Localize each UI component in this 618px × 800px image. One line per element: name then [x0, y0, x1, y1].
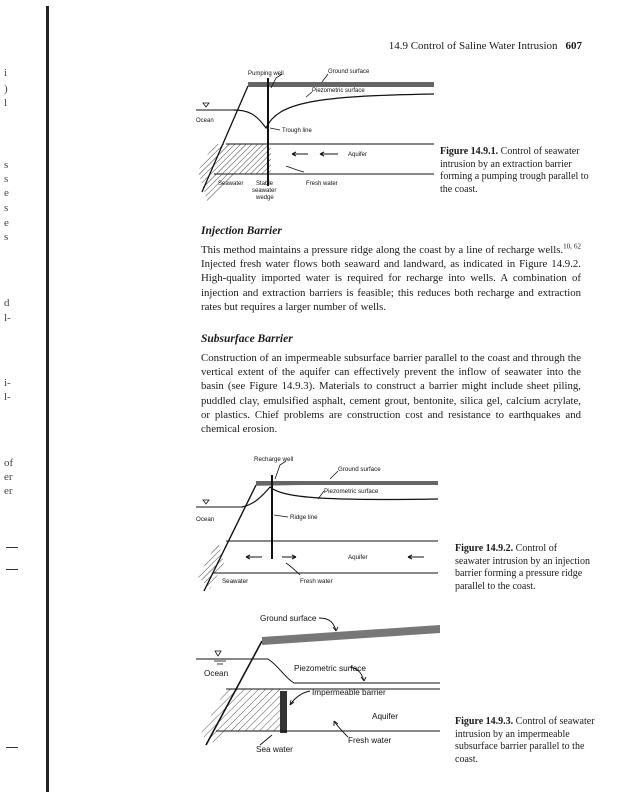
label-ocean: Ocean	[196, 118, 214, 124]
flow-arrow-inland	[408, 555, 424, 559]
margin-fragment: )	[4, 83, 8, 95]
margin-fragment: l	[4, 97, 8, 109]
margin-fragment: e	[4, 217, 9, 229]
margin-fragment: l-	[4, 312, 11, 324]
label-impermeable-barrier: Impermeable barrier	[312, 688, 386, 697]
figure-caption-14-9-1	[440, 146, 590, 196]
impermeable-barrier-wall	[280, 691, 287, 733]
label-fresh-water: Fresh water	[348, 736, 392, 745]
reference-superscript: 10, 62	[563, 242, 581, 251]
margin-fragment: s	[4, 159, 9, 171]
figure-14-9-1	[196, 64, 436, 214]
ground-surface-band	[262, 625, 440, 645]
label-ground-surface: Ground surface	[338, 466, 381, 473]
paragraph-subsurface-barrier: Construction of an impermeable subsurface barrier parallel to the coast and through the vertical extent of the aquifer can effectively prevent the inflow of seawater into the basin (see Figure 14.9.3). Materials to construct a barrier might include sheet piling, puddled clay, emulsified asphalt, cement grout, bentonite, silica gel, calcium acrylate, or plastics. Chief problems are construction cost and resistance to earthquakes and chemical erosion.	[201, 352, 581, 436]
flow-arrow-landward	[282, 555, 296, 559]
shoreline-slope	[204, 485, 256, 591]
figure-14-9-2	[196, 455, 440, 595]
seawater-wedge-hatch	[198, 541, 224, 589]
paragraph-text: This method maintains a pressure ridge along the coast by a line of recharge wells.	[201, 244, 564, 256]
label-fresh-water: Fresh water	[306, 181, 338, 187]
ground-surface-band	[256, 481, 438, 485]
header-section-title: 14.9 Control of Saline Water Intrusion	[388, 40, 558, 52]
label-seawater: Seawater	[218, 181, 244, 187]
caption-number: Figure 14.9.1.	[440, 146, 499, 157]
label-stable-wedge: seawater	[252, 188, 277, 194]
section-title-injection-barrier: Injection Barrier	[201, 225, 282, 237]
water-level-marker-icon	[203, 500, 209, 504]
label-aquifer: Aquifer	[348, 554, 368, 561]
label-aquifer: Aquifer	[348, 152, 368, 158]
margin-fragment: d	[4, 297, 10, 309]
sea-water-leader	[260, 735, 272, 745]
ground-surface-leader	[330, 471, 338, 479]
label-trough-line: Trough line	[282, 128, 312, 134]
margin-fragment: i-	[4, 377, 11, 389]
caption-number: Figure 14.9.3.	[455, 716, 514, 727]
ridge-line-leader	[274, 515, 288, 517]
label-piezometric-surface: Piezometric surface	[324, 488, 379, 495]
caption-text: Control of seawater intrusion by an injection barrier forming a pressure ridge parallel to the coast.	[455, 543, 590, 592]
label-ocean: Ocean	[204, 669, 229, 678]
ground-surface-leader	[319, 618, 336, 631]
label-recharge-well: Recharge well	[254, 456, 294, 463]
figure-caption-14-9-3	[455, 716, 595, 766]
margin-fragment: s	[4, 173, 9, 185]
section-title-subsurface-barrier: Subsurface Barrier	[201, 333, 293, 345]
margin-fragment: er	[4, 485, 13, 497]
recharge-well-leader	[275, 461, 286, 479]
trough-line-leader	[270, 128, 280, 130]
margin-dash	[6, 747, 18, 748]
margin-fragment: s	[4, 231, 9, 243]
label-ridge-line: Ridge line	[290, 514, 318, 521]
label-stable-wedge: Stable	[256, 181, 274, 187]
margin-fragment: s	[4, 202, 9, 214]
flow-arrow-seaward	[246, 555, 262, 559]
label-pumping-well: Pumping well	[248, 71, 284, 77]
margin-dash	[6, 547, 18, 548]
margin-fragment: e	[4, 187, 9, 199]
water-level-marker-icon	[203, 103, 209, 107]
seawater-wedge-hatch-left	[198, 144, 216, 204]
margin-fragment: er	[4, 471, 13, 483]
label-piezometric-surface: Piezometric surface	[294, 664, 366, 673]
label-aquifer: Aquifer	[372, 712, 398, 721]
caption-number: Figure 14.9.2.	[455, 543, 514, 554]
running-header	[389, 40, 582, 52]
caption-text: Control of seawater intrusion by an extraction barrier forming a pumping trough parallel to the coast.	[440, 146, 589, 195]
margin-fragment: i	[4, 67, 8, 79]
figure-14-9-3	[196, 603, 442, 753]
figure-caption-14-9-2	[455, 543, 590, 593]
label-piezometric-surface: Piezometric surface	[312, 88, 365, 94]
label-stable-wedge: wedge	[256, 195, 274, 201]
paragraph-text: Injected fresh water flows both seaward and landward, as indicated in Figure 14.9.2. High-quality imported water is required for recharge into wells. A combination of injection and extraction barriers is feasible; this reduces both recharge and extraction rates but requires a larger number of wells.	[201, 258, 581, 313]
caption-text: Control of seawater intrusion by an impermeable subsurface barrier parallel to the coast.	[455, 716, 595, 765]
label-ocean: Ocean	[196, 516, 215, 523]
water-level-marker-icon	[215, 651, 221, 656]
fresh-water-leader	[334, 721, 348, 737]
label-seawater: Seawater	[222, 578, 249, 585]
ground-surface-band	[248, 82, 434, 87]
label-fresh-water: Fresh water	[300, 578, 333, 585]
ground-surface-leader	[322, 74, 328, 82]
label-sea-water: Sea water	[256, 745, 293, 754]
binding-gutter-line	[46, 6, 49, 792]
paragraph-injection-barrier	[201, 243, 581, 314]
margin-fragment: of	[4, 457, 14, 469]
margin-fragment: l-	[4, 391, 11, 403]
piezometric-surface-curve	[234, 94, 434, 128]
page-number: 607	[565, 40, 582, 52]
margin-dash	[6, 569, 18, 570]
label-ground-surface: Ground surface	[260, 614, 317, 623]
fresh-water-leader	[286, 166, 304, 172]
label-ground-surface: Ground surface	[328, 69, 370, 75]
